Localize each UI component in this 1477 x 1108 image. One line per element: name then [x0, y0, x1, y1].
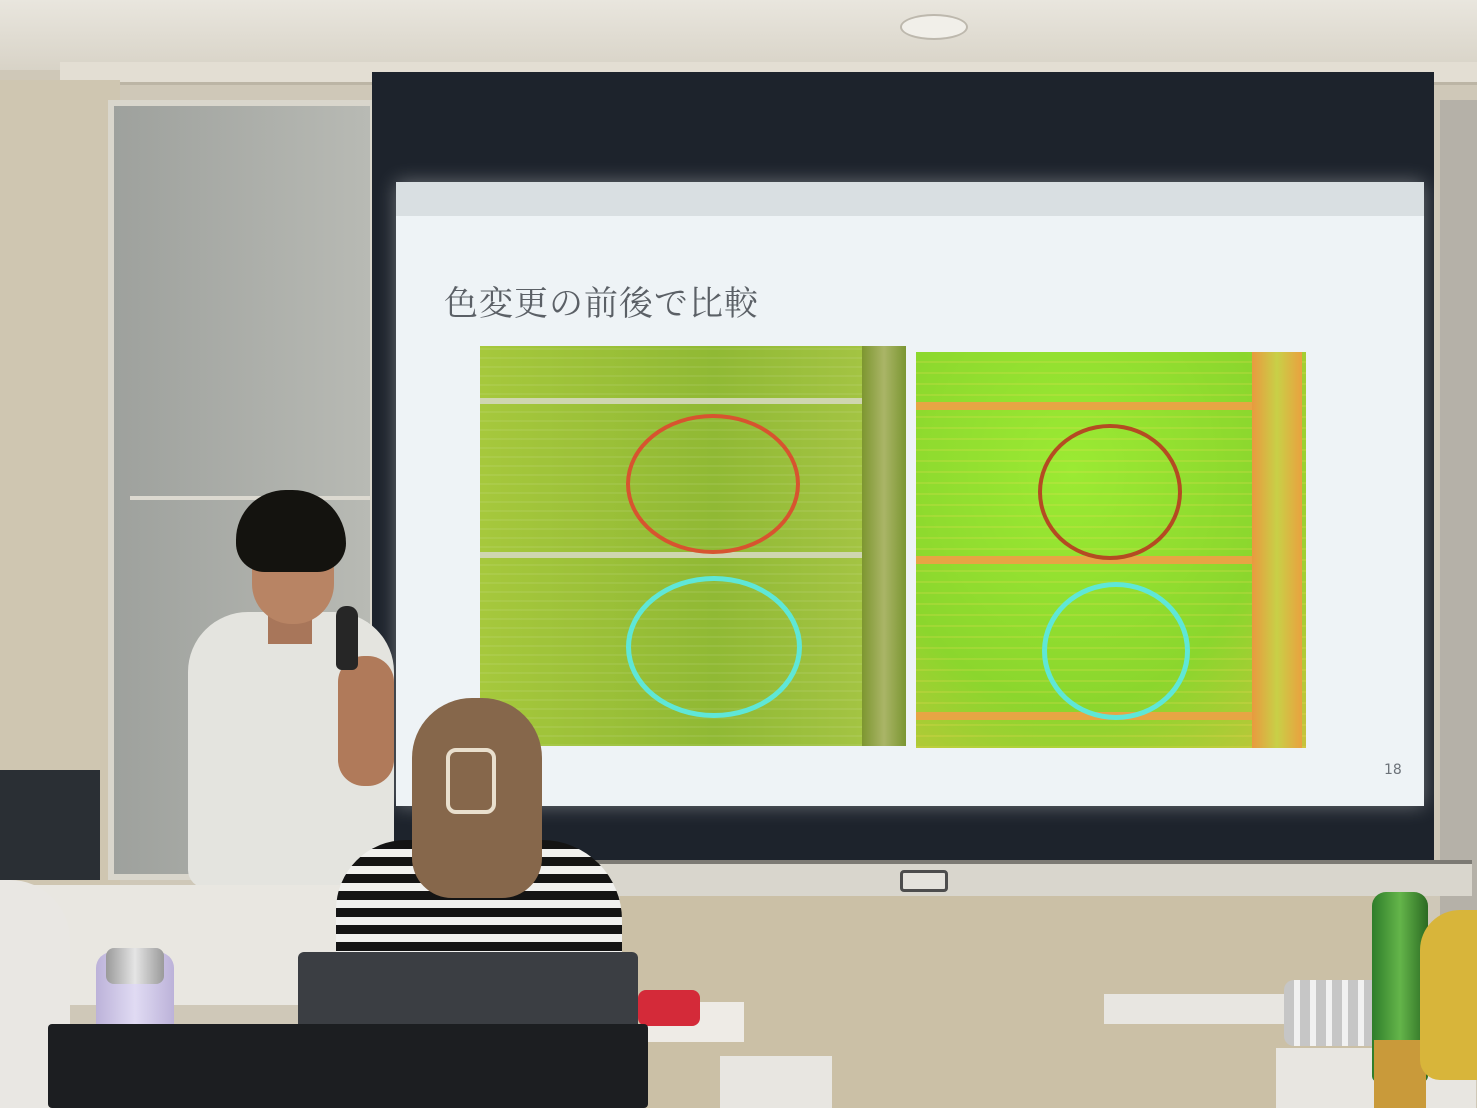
- laptop: [0, 770, 100, 880]
- bottle-cap: [106, 948, 164, 984]
- slide-page-number: 18: [1384, 762, 1402, 778]
- right-wall: [1440, 100, 1477, 920]
- farm-road: [1252, 352, 1302, 748]
- ceiling: [0, 0, 1477, 70]
- cyan-circle-marker: [1042, 582, 1190, 720]
- bottle-liquid: [1374, 1040, 1426, 1108]
- field-boundary: [480, 398, 866, 404]
- handheld-mic-icon: [336, 606, 358, 670]
- cyan-circle-marker: [626, 576, 802, 718]
- ceiling-light-icon: [900, 14, 968, 40]
- presenter-arm: [338, 656, 394, 786]
- red-circle-marker: [626, 414, 800, 554]
- field-boundary: [916, 556, 1256, 564]
- red-circle-marker: [1038, 424, 1182, 560]
- screen-pull-handle: [900, 870, 948, 892]
- hair-clip: [446, 748, 496, 814]
- field-boundary: [916, 402, 1256, 410]
- red-pouch: [638, 990, 700, 1026]
- slide-top-bar: [396, 182, 1424, 216]
- farm-road: [862, 346, 906, 746]
- laptop: [48, 1024, 648, 1108]
- audience-member: [1420, 910, 1477, 1080]
- field-boundary: [480, 552, 866, 558]
- whiteboard-divider: [130, 496, 370, 500]
- desk: [720, 1056, 832, 1108]
- slide-title: 色変更の前後で比較: [444, 284, 759, 324]
